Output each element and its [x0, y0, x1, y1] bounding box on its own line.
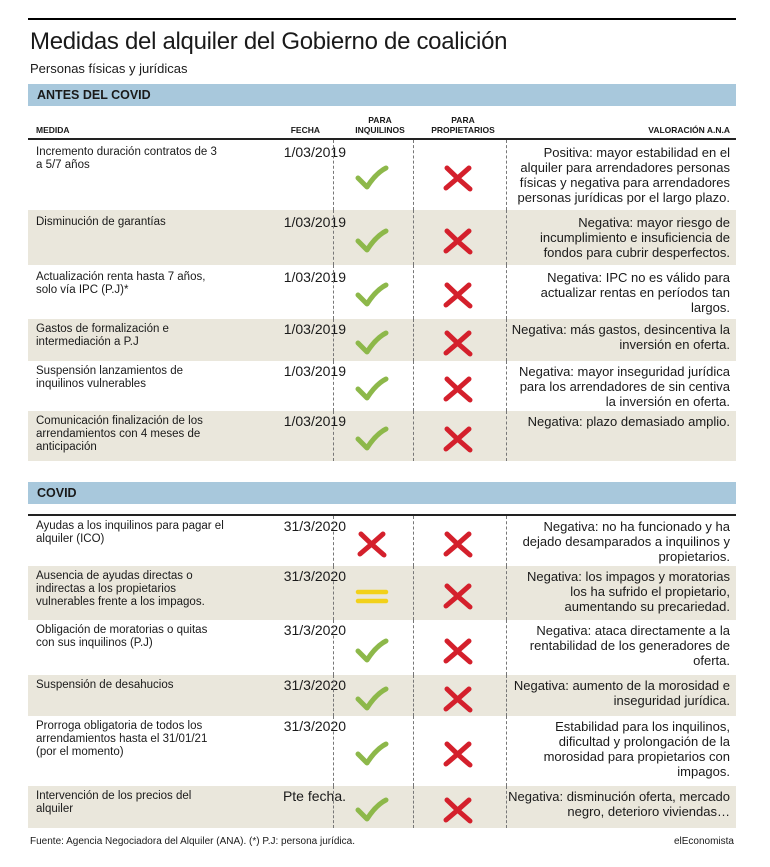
column-divider — [333, 265, 334, 319]
row-fecha: 1/03/2019 — [283, 363, 346, 379]
cross-icon — [438, 636, 478, 666]
column-divider — [413, 716, 414, 786]
column-divider — [413, 411, 414, 461]
cross-icon — [438, 374, 478, 404]
table-row — [28, 319, 736, 361]
column-divider — [413, 140, 414, 210]
row-valoracion: Negativa: aumento de la morosidad e inseguridad jurídica. — [513, 678, 730, 708]
table-row — [28, 516, 736, 566]
check-icon — [352, 636, 392, 666]
check-icon — [352, 424, 392, 454]
column-divider — [413, 620, 414, 675]
column-divider — [506, 265, 507, 319]
table-row — [28, 675, 736, 716]
row-medida: Prorroga obligatoria de todos los arrendamientos hasta el 31/01/21 (por el momento) — [36, 720, 208, 758]
column-divider — [413, 516, 414, 566]
column-divider — [333, 566, 334, 620]
row-medida: Suspensión lanzamientos de inquilinos vulnerables — [36, 365, 184, 390]
page-title: Medidas del alquiler del Gobierno de coalición — [30, 28, 508, 55]
column-divider — [333, 675, 334, 716]
check-icon — [352, 163, 392, 193]
header-propietarios-line1: PARA — [451, 115, 475, 125]
table-row — [28, 411, 736, 461]
cross-icon — [438, 226, 478, 256]
row-valoracion: Estabilidad para los inquilinos, dificultad y prolongación de la morosidad para propietarios con impagos. — [543, 719, 730, 779]
table-row — [28, 566, 736, 620]
column-divider — [413, 566, 414, 620]
row-medida: Obligación de moratorias o quitas con sus inquilinos (P.J) — [36, 624, 208, 649]
column-divider — [413, 361, 414, 411]
column-divider — [333, 620, 334, 675]
cross-icon — [438, 795, 478, 825]
column-divider — [506, 675, 507, 716]
check-icon — [352, 684, 392, 714]
row-valoracion: Negativa: plazo demasiado amplio. — [527, 414, 730, 429]
row-fecha: 1/03/2019 — [283, 413, 346, 429]
row-fecha: 1/03/2019 — [283, 321, 346, 337]
column-divider — [413, 675, 414, 716]
column-divider — [506, 319, 507, 361]
table-row — [28, 786, 736, 828]
section-bar-covid: COVID — [28, 482, 736, 504]
page-subtitle: Personas físicas y jurídicas — [30, 61, 188, 76]
cross-icon — [438, 328, 478, 358]
cross-icon — [352, 529, 392, 559]
column-divider — [333, 361, 334, 411]
header-inquilinos-line1: PARA — [368, 115, 392, 125]
table-row — [28, 620, 736, 675]
column-divider — [333, 140, 334, 210]
row-medida: Incremento duración contratos de 3 a 5/7 años — [36, 146, 217, 171]
row-fecha: 31/3/2020 — [283, 718, 346, 734]
column-divider — [333, 210, 334, 265]
cross-icon — [438, 684, 478, 714]
row-valoracion: Negativa: no ha funcionado y ha dejado desamparados a inquilinos y propietarios. — [522, 519, 730, 564]
row-valoracion: Negativa: mayor inseguridad jurídica para los arrendadores de sin centiva la inversión en oferta. — [519, 364, 730, 409]
row-medida: Suspensión de desahucios — [36, 679, 174, 691]
column-divider — [506, 786, 507, 828]
header-propietarios-line2: PROPIETARIOS — [431, 125, 495, 135]
row-valoracion: Negativa: más gastos, desincentiva la inversión en oferta. — [511, 322, 730, 352]
row-valoracion: Negativa: disminución oferta, mercado negro, deterioro viviendas… — [508, 789, 730, 819]
cross-icon — [438, 163, 478, 193]
row-medida: Intervención de los precios del alquiler — [36, 790, 192, 815]
column-divider — [506, 210, 507, 265]
cross-icon — [438, 739, 478, 769]
column-divider — [413, 319, 414, 361]
header-valoracion: VALORACIÓN A.N.A — [648, 125, 730, 135]
table-row — [28, 210, 736, 265]
column-divider — [413, 210, 414, 265]
header-propietarios — [418, 115, 508, 135]
cross-icon — [438, 280, 478, 310]
column-divider — [333, 411, 334, 461]
check-icon — [352, 226, 392, 256]
check-icon — [352, 280, 392, 310]
row-valoracion: Positiva: mayor estabilidad en el alquiler para arrendadores personas físicas y negativa para arrendadores personas jurídicas por el largo plazo. — [517, 145, 730, 205]
table-row — [28, 265, 736, 319]
column-divider — [506, 716, 507, 786]
check-icon — [352, 795, 392, 825]
footer-source: Fuente: Agencia Negociadora del Alquiler (ANA). (*) P.J: persona jurídica. — [30, 836, 355, 847]
column-divider — [506, 361, 507, 411]
column-divider — [506, 566, 507, 620]
table-row — [28, 140, 736, 210]
equal-icon — [352, 581, 392, 611]
column-divider — [333, 516, 334, 566]
column-divider — [506, 411, 507, 461]
row-fecha: Pte fecha. — [282, 788, 346, 804]
section-bar-pre-covid: ANTES DEL COVID — [28, 84, 736, 106]
row-fecha: 31/3/2020 — [283, 568, 346, 584]
header-inquilinos-line2: INQUILINOS — [355, 125, 405, 135]
column-divider — [506, 620, 507, 675]
row-fecha: 1/03/2019 — [283, 144, 346, 160]
column-divider — [506, 140, 507, 210]
column-divider — [333, 716, 334, 786]
cross-icon — [438, 581, 478, 611]
row-medida: Disminución de garantías — [36, 216, 166, 228]
row-medida: Ayudas a los inquilinos para pagar el alquiler (ICO) — [36, 520, 224, 545]
top-rule — [28, 18, 736, 20]
table-row — [28, 716, 736, 786]
footer-brand: elEconomista — [673, 836, 734, 847]
row-medida: Gastos de formalización e intermediación a P.J — [36, 323, 169, 348]
check-icon — [352, 739, 392, 769]
table-row — [28, 361, 736, 411]
row-medida: Actualización renta hasta 7 años, solo vía IPC (P.J)* — [36, 271, 206, 296]
header-fecha: FECHA — [290, 125, 320, 135]
row-medida: Ausencia de ayudas directas o indirectas a los propietarios vulnerables frente a los impagos. — [36, 570, 205, 608]
column-divider — [413, 265, 414, 319]
row-fecha: 1/03/2019 — [283, 214, 346, 230]
column-divider — [333, 319, 334, 361]
row-fecha: 31/3/2020 — [283, 622, 346, 638]
column-divider — [333, 786, 334, 828]
header-medida: MEDIDA — [36, 125, 70, 135]
column-divider — [413, 786, 414, 828]
cross-icon — [438, 529, 478, 559]
row-valoracion: Negativa: mayor riesgo de incumplimiento e insuficiencia de fondos para cubrir desperfectos. — [539, 215, 730, 260]
row-valoracion: Negativa: los impagos y moratorias los ha sufrido el propietario, aumentando su precariedad. — [526, 569, 730, 614]
row-medida: Comunicación finalización de los arrendamientos con 4 meses de anticipación — [36, 415, 203, 453]
row-fecha: 31/3/2020 — [283, 518, 346, 534]
column-divider — [506, 516, 507, 566]
row-fecha: 31/3/2020 — [283, 677, 346, 693]
row-fecha: 1/03/2019 — [283, 269, 346, 285]
row-valoracion: Negativa: IPC no es válido para actualizar rentas en períodos tan largos. — [540, 270, 730, 315]
check-icon — [352, 328, 392, 358]
header-inquilinos — [340, 115, 420, 135]
row-valoracion: Negativa: ataca directamente a la rentabilidad de los generadores de oferta. — [529, 623, 730, 668]
cross-icon — [438, 424, 478, 454]
check-icon — [352, 374, 392, 404]
